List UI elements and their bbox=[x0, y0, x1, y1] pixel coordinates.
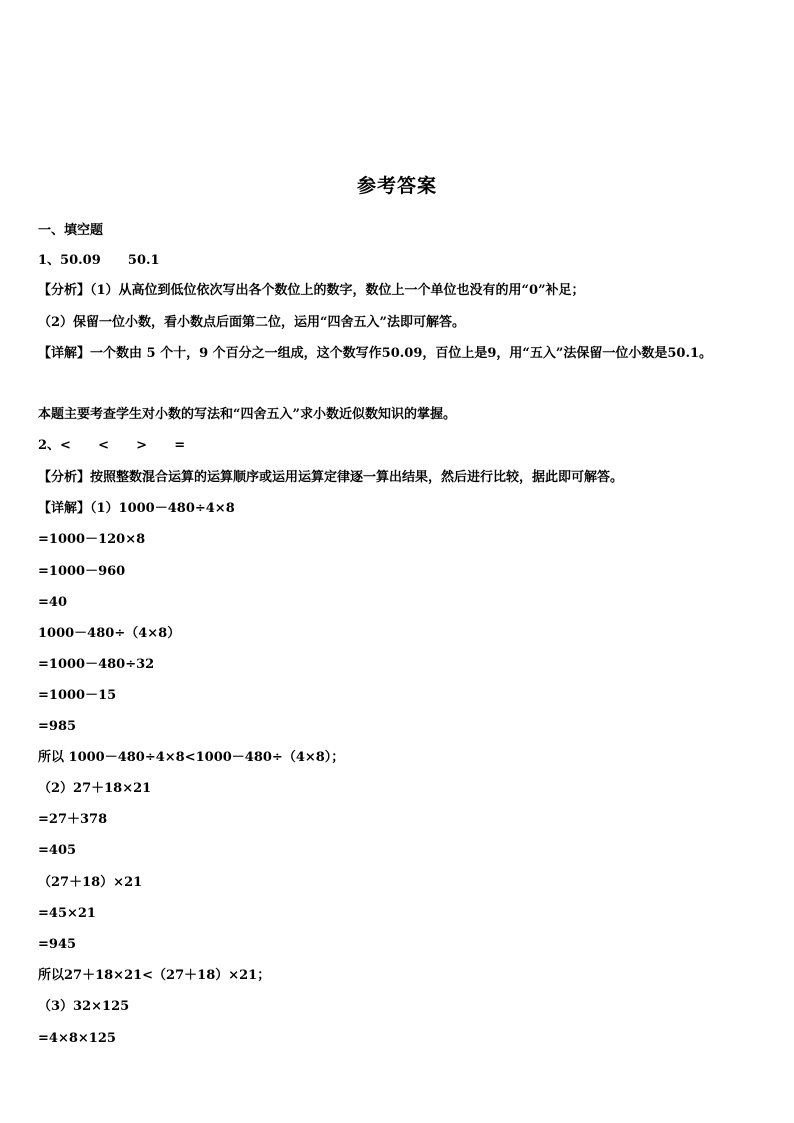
calculation-line: =405 bbox=[38, 843, 77, 858]
calculation-line: （2）27＋18×21 bbox=[38, 781, 152, 796]
calculation-line: （27＋18）×21 bbox=[38, 875, 143, 890]
calculation-line: =1000－120×8 bbox=[38, 532, 146, 547]
calculation-line: =40 bbox=[38, 595, 67, 610]
calculation-line: =1000－15 bbox=[38, 688, 117, 703]
explanation-line: 【详解】一个数由 5 个十，9 个百分之一组成，这个数写作50.09，百位上是9，用“五入”法保留一位小数是50.1。 bbox=[38, 346, 713, 361]
conclusion-line: 所以 1000－480÷4×8<1000－480÷（4×8）； bbox=[38, 750, 345, 765]
calculation-line: =985 bbox=[38, 719, 77, 734]
calculation-line: =45×21 bbox=[38, 906, 96, 921]
page-title: 参考答案 bbox=[356, 175, 437, 197]
calculation-line: =4×8×125 bbox=[38, 1031, 116, 1046]
answer-line: 1、50.09 50.1 bbox=[38, 253, 160, 268]
calculation-line: =27＋378 bbox=[38, 812, 108, 827]
section-heading: 一、填空题 bbox=[38, 223, 104, 238]
calculation-line: =1000－480÷32 bbox=[38, 657, 155, 672]
calculation-line: 1000－480÷（4×8） bbox=[38, 626, 181, 641]
analysis-line: 【分析】按照整数混合运算的运算顺序或运用运算定律逐一算出结果，然后进行比较，据此即可解答。 bbox=[38, 470, 624, 485]
conclusion-line: 所以27＋18×21<（27＋18）×21； bbox=[38, 968, 271, 983]
calculation-line: （3）32×125 bbox=[38, 999, 130, 1014]
explanation-line: 【详解】（1）1000－480÷4×8 bbox=[38, 501, 235, 516]
calculation-line: =1000－960 bbox=[38, 564, 126, 579]
analysis-line: （2）保留一位小数，看小数点后面第二位，运用“四舍五入”法即可解答。 bbox=[38, 315, 466, 330]
analysis-line: 【分析】（1）从高位到低位依次写出各个数位上的数字，数位上一个单位也没有的用“0”补足； bbox=[38, 283, 585, 298]
summary-line: 本题主要考查学生对小数的写法和“四舍五入”求小数近似数知识的掌握。 bbox=[38, 407, 456, 422]
calculation-line: =945 bbox=[38, 937, 77, 952]
answer-line: 2、< < > = bbox=[38, 438, 186, 453]
